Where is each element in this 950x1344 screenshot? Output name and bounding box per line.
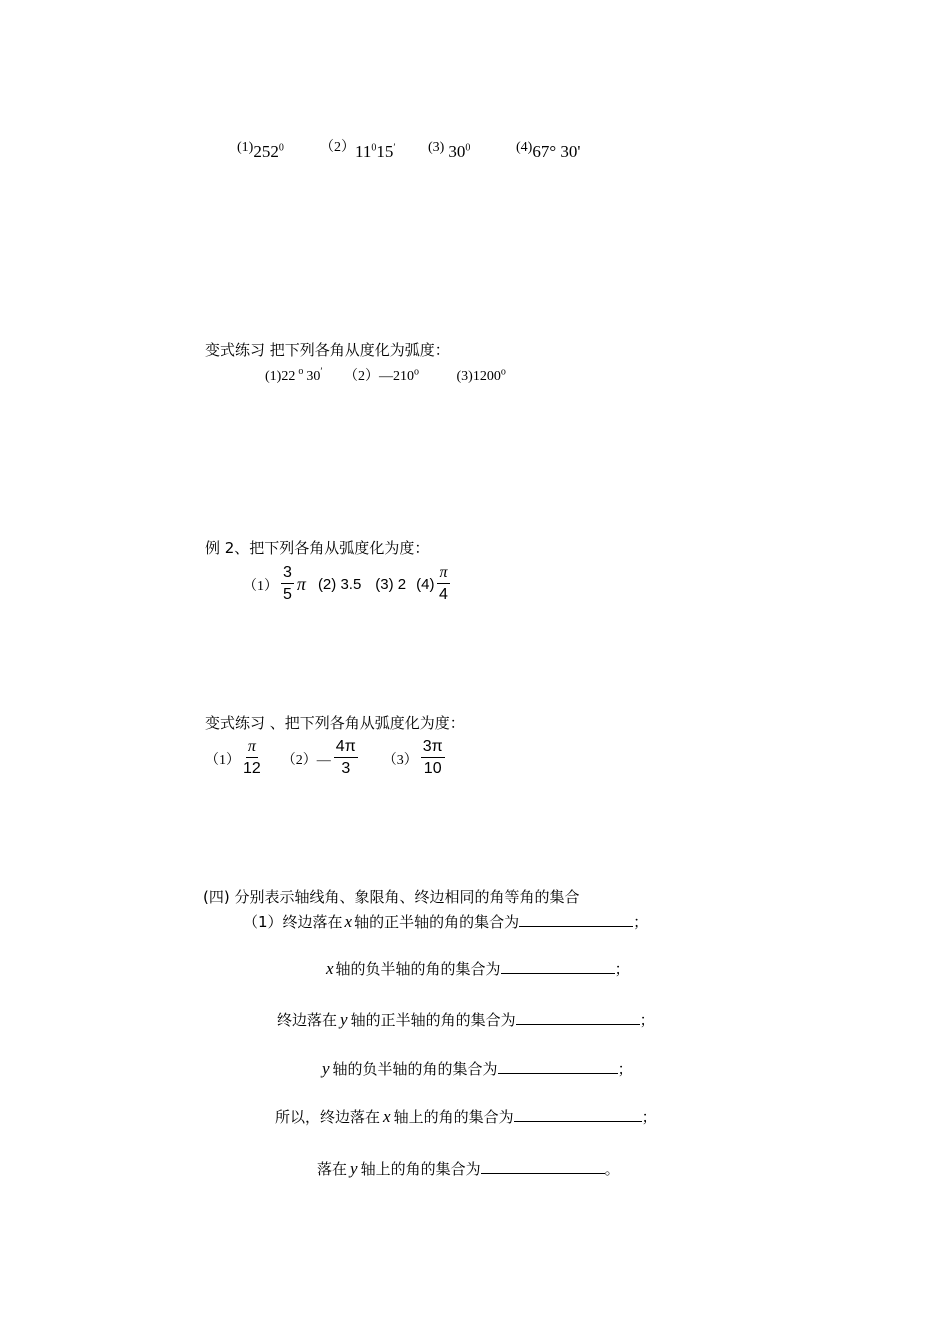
ex1-item-2-prime: ′ (393, 142, 396, 154)
sec4-line-4-text: 轴的负半轴的角的集合为 (332, 1060, 498, 1078)
sec4-line-1-blank[interactable] (519, 912, 633, 927)
sec4-line-5-text-a: 所以，终边落在 (275, 1108, 381, 1126)
sec4-line-3 (277, 1009, 655, 1030)
ex2-title: 例 2、把下列各角从弧度化为度： (205, 539, 430, 557)
ex1-item-2-label: （2） (320, 140, 355, 155)
sec4-line-2-var: x (326, 959, 334, 978)
ex1-item-1-label: (1) (237, 140, 254, 155)
ex2-item-2: (2) 3.5 (317, 576, 362, 593)
ex1-item-4 (516, 142, 580, 162)
ex1-item-3-label: (3) (428, 140, 445, 155)
var2-item-2-num: 4π (334, 737, 358, 758)
ex1-item-2-minutes: 15 (376, 142, 394, 161)
ex2-item-4-den: 4 (439, 586, 448, 603)
sec4-line-3-end: ； (639, 1011, 655, 1029)
ex2-item-1-fraction (281, 563, 294, 606)
var2-item-1-num: π (246, 737, 258, 758)
var1-items (265, 365, 506, 385)
ex2-items (243, 563, 453, 606)
sec4-line-5-blank[interactable] (514, 1107, 642, 1122)
sec4-line-6-text-b: 轴上的角的集合为 (360, 1160, 481, 1178)
var2-item-1-den: 12 (243, 760, 261, 777)
sec4-line-5-var: x (383, 1107, 391, 1126)
ex2-item-4-label: (4) (416, 576, 435, 593)
sec4-line-5 (275, 1106, 657, 1127)
sec4-line-1-text-b: 轴的正半轴的角的集合为 (354, 913, 520, 931)
var1-item-1-minutes: 30 (306, 369, 321, 384)
var2-item-3-num: 3π (421, 737, 445, 758)
sec4-line-5-text-b: 轴上的角的集合为 (393, 1108, 514, 1126)
sec4-line-2 (326, 958, 630, 979)
sec4-line-6-blank[interactable] (481, 1159, 605, 1174)
sec4-line-3-text-b: 轴的正半轴的角的集合为 (350, 1011, 516, 1029)
sec4-line-2-text: 轴的负半轴的角的集合为 (335, 960, 501, 978)
var2-item-3-label: （3） (382, 752, 418, 768)
var1-item-1-degree: o (298, 366, 304, 378)
sec4-line-4-blank[interactable] (498, 1059, 618, 1074)
var1-title: 变式练习 把下列各角从度化为弧度： (205, 341, 450, 359)
var1-item-3-value: (3)1200 (456, 369, 501, 384)
var2-item-2-den: 3 (341, 760, 351, 777)
var2-item-3-den: 10 (423, 760, 442, 777)
ex2-item-4-num: π (437, 563, 449, 584)
var1-item-2 (344, 366, 420, 384)
ex2-item-3: (3) 2 (375, 576, 407, 593)
sec4-line-1-var: x (344, 912, 353, 931)
var1-item-3-degree: o (500, 366, 506, 378)
sec4-line-4-end: ； (617, 1060, 633, 1078)
sec4-line-3-text-a: 终边落在 (277, 1011, 338, 1029)
ex1-item-2-value: 11 (355, 142, 372, 161)
sec4-line-4 (322, 1058, 633, 1079)
sec4-line-6-text-a: 落在 (317, 1160, 348, 1178)
ex2-item-1-label: （1） (243, 578, 278, 594)
ex2-item-1-pi: π (296, 574, 306, 594)
ex1-item-3-degree: 0 (465, 142, 471, 154)
var2-items (205, 737, 448, 780)
sec4-line-6-end: 。 (604, 1160, 620, 1178)
ex1-item-1-degree: 0 (278, 142, 284, 154)
sec4-title: (四) 分别表示轴线角、象限角、终边相同的角等角的集合 (203, 888, 580, 906)
var1-item-3 (456, 366, 506, 384)
ex1-item-4-value: 67° 30' (532, 142, 581, 161)
ex2-item-1-num: 3 (281, 563, 294, 584)
sec4-line-2-blank[interactable] (501, 959, 615, 974)
sec4-line-1-text-a: （1）终边落在 (243, 913, 343, 931)
sec4-line-6-var: y (350, 1159, 358, 1178)
sec4-line-6 (317, 1158, 620, 1179)
ex2-item-4-fraction (437, 563, 449, 606)
var2-title: 变式练习 、把下列各角从弧度化为度： (205, 714, 465, 732)
sec4-line-3-var: y (340, 1010, 348, 1029)
var2-item-2-fraction (334, 737, 358, 780)
var1-item-1 (265, 366, 323, 384)
ex1-item-3 (428, 142, 470, 162)
ex1-item-3-value: 30 (448, 142, 466, 161)
var2-item-3-fraction (421, 737, 445, 780)
var1-item-1-value: (1)22 (265, 369, 296, 384)
ex1-item-1 (237, 142, 284, 162)
sec4-line-2-end: ； (614, 960, 630, 978)
sec4-line-3-blank[interactable] (516, 1010, 640, 1025)
var1-item-1-prime: ′ (320, 366, 323, 378)
var2-item-2-label: （2）— (281, 752, 331, 768)
ex2-item-1-den: 5 (283, 586, 292, 603)
ex1-item-1-value: 252 (253, 142, 279, 161)
sec4-line-1 (243, 911, 648, 932)
var1-item-2-value: （2）—210 (344, 369, 415, 384)
var1-item-2-degree: o (414, 366, 420, 378)
ex1-item-4-label: (4) (516, 140, 533, 155)
var2-item-1-label: （1） (205, 752, 240, 768)
sec4-line-4-var: y (322, 1059, 330, 1078)
sec4-line-1-end: ； (633, 913, 649, 931)
ex1-item-2 (320, 142, 396, 162)
ex1-item-2-degree: 0 (371, 142, 377, 154)
var2-item-1-fraction (243, 737, 261, 780)
sec4-line-5-end: ； (641, 1108, 657, 1126)
